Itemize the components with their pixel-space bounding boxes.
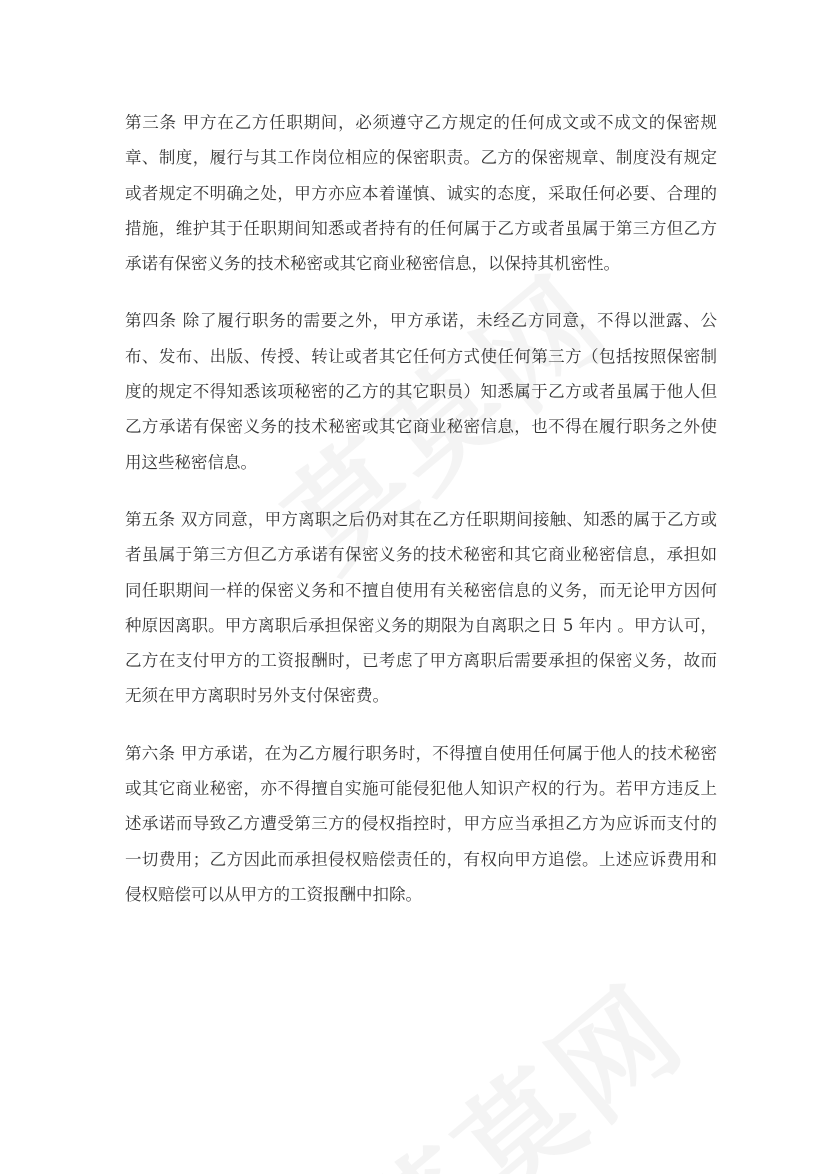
article-number: 第五条 [125,509,176,529]
article-text: 除了履行职务的需要之外，甲方承诺，未经乙方同意，不得以泄露、公布、发布、出版、传授、转让或者其它任何方式使任何第三方（包括按照保密制度的规定不得知悉该项秘密的乙方的其它职员）知悉属于乙方或者虽属于他人但乙方承诺有保密义务的技术秘密或其它商业秘密信息，也不得在履行职务之外使用这些秘密信息。 [125,311,718,472]
article-text: 甲方承诺，在为乙方履行职务时，不得擅自使用任何属于他人的技术秘密或其它商业秘密，亦不得擅自实施可能侵犯他人知识产权的行为。若甲方违反上述承诺而导致乙方遭受第三方的侵权指控时，甲方应当承担乙方为应诉而支付的一切费用；乙方因此而承担侵权赔偿责任的，有权向甲方追偿。上述应诉费用和侵权赔偿可以从甲方的工资报酬中扣除。 [125,743,718,904]
article-number: 第六条 [125,743,176,763]
article-text: 双方同意，甲方离职之后仍对其在乙方任职期间接触、知悉的属于乙方或者虽属于第三方但乙方承诺有保密义务的技术秘密和其它商业秘密信息，承担如同任职期间一样的保密义务和不擅自使用有关秘密信息的义务，而无论甲方因何种原因离职。甲方离职后承担保密义务的期限为自离职之日 5 年内 。甲方认可，乙方在支付甲方的工资报酬时，已考虑了甲方离职后需要承担的保密义务，故而无须在甲方离职时另外支付保密费。 [125,509,718,706]
article-paragraph [125,736,717,912]
article-paragraph [125,303,717,479]
article-number: 第三条 [125,113,177,132]
article-paragraph [125,502,717,714]
document-body [125,105,717,912]
article-number: 第四条 [125,311,177,331]
article-paragraph [125,105,717,281]
watermark [319,940,713,1174]
article-text: 甲方在乙方任职期间，必须遵守乙方规定的任何成文或不成文的保密规章、制度，履行与其工作岗位相应的保密职责。乙方的保密规章、制度没有规定或者规定不明确之处，甲方亦应本着谨慎、诚实的态度，采取任何必要、合理的措施，维护其于任职期间知悉或者持有的任何属于乙方或者虽属于第三方但乙方承诺有保密义务的技术秘密或其它商业秘密信息，以保持其机密性。 [125,113,718,274]
